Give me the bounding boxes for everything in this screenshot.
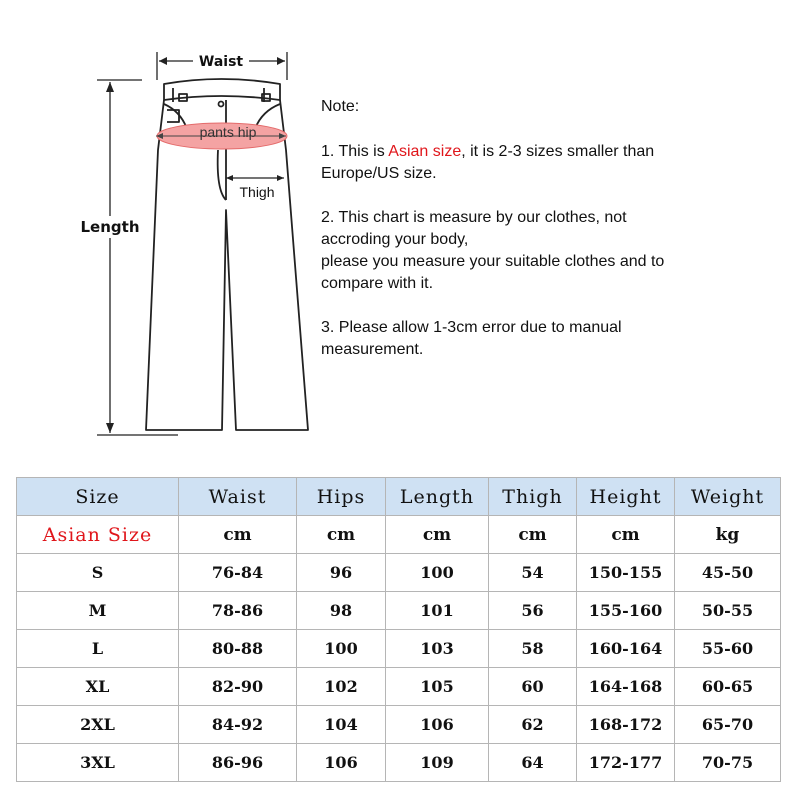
table-cell: 105 [386, 668, 489, 706]
table-cell: 102 [297, 668, 386, 706]
table-cell: 168-172 [577, 706, 675, 744]
thigh-arrow-right-icon [277, 175, 284, 181]
table-cell: 98 [297, 592, 386, 630]
header-thigh: Thigh [489, 478, 577, 516]
header-height: Height [577, 478, 675, 516]
table-cell: 58 [489, 630, 577, 668]
table-cell: 106 [386, 706, 489, 744]
table-cell: 160-164 [577, 630, 675, 668]
note-2-line-1: 2. This chart is measure by our clothes, not [321, 209, 627, 226]
table-cell: 101 [386, 592, 489, 630]
length-arrow-up-icon [106, 82, 114, 92]
note-3-line-2: measurement. [321, 341, 424, 358]
unit-cell: cm [297, 516, 386, 554]
length-label: Length [80, 218, 140, 236]
table-header-row [17, 478, 781, 516]
table-cell: 78-86 [179, 592, 297, 630]
size-cell: 3XL [17, 744, 179, 782]
table-cell: 76-84 [179, 554, 297, 592]
table-cell: 109 [386, 744, 489, 782]
note-2-line-4: compare with it. [321, 275, 434, 292]
note-1-prefix: 1. This is [321, 143, 389, 160]
table-row [17, 630, 781, 668]
table-cell: 100 [386, 554, 489, 592]
note-heading: Note: [321, 98, 360, 115]
table-cell: 100 [297, 630, 386, 668]
note-3-line-1: 3. Please allow 1-3cm error due to manual [321, 319, 622, 336]
table-cell: 155-160 [577, 592, 675, 630]
table-row [17, 592, 781, 630]
waist-label: Waist [198, 54, 244, 70]
table-cell: 50-55 [675, 592, 781, 630]
note-1-suffix: , it is 2-3 sizes smaller than [461, 143, 655, 160]
unit-cell: cm [489, 516, 577, 554]
note-1-line-2: Europe/US size. [321, 165, 437, 182]
header-waist: Waist [179, 478, 297, 516]
table-cell: 150-155 [577, 554, 675, 592]
table-cell: 60 [489, 668, 577, 706]
table-cell: 172-177 [577, 744, 675, 782]
unit-cell: cm [577, 516, 675, 554]
header-length: Length [386, 478, 489, 516]
length-arrow-down-icon [106, 423, 114, 433]
unit-cell: cm [179, 516, 297, 554]
thigh-arrow-left-icon [226, 175, 233, 181]
table-cell: 84-92 [179, 706, 297, 744]
table-cell: 60-65 [675, 668, 781, 706]
units-row [17, 516, 781, 554]
asian-size-label: Asian Size [17, 516, 179, 554]
size-cell: S [17, 554, 179, 592]
table-cell: 54 [489, 554, 577, 592]
table-cell: 64 [489, 744, 577, 782]
header-weight: Weight [675, 478, 781, 516]
table-cell: 55-60 [675, 630, 781, 668]
size-chart-table [16, 477, 781, 782]
waist-arrow-left-icon [159, 57, 167, 65]
note-1-line-1 [321, 141, 654, 163]
pants-diagram [60, 40, 320, 450]
table-cell: 106 [297, 744, 386, 782]
table-cell: 70-75 [675, 744, 781, 782]
size-cell: XL [17, 668, 179, 706]
size-cell: 2XL [17, 706, 179, 744]
table-row [17, 554, 781, 592]
header-size: Size [17, 478, 179, 516]
table-cell: 103 [386, 630, 489, 668]
table-cell: 45-50 [675, 554, 781, 592]
note-2-line-2: accroding your body, [321, 231, 469, 248]
thigh-label: Thigh [239, 184, 275, 200]
size-cell: M [17, 592, 179, 630]
table-cell: 80-88 [179, 630, 297, 668]
hip-label: pants hip [199, 124, 257, 140]
table-cell: 65-70 [675, 706, 781, 744]
header-hips: Hips [297, 478, 386, 516]
waist-arrow-right-icon [277, 57, 285, 65]
table-row [17, 744, 781, 782]
table-cell: 104 [297, 706, 386, 744]
table-cell: 62 [489, 706, 577, 744]
table-cell: 86-96 [179, 744, 297, 782]
table-cell: 164-168 [577, 668, 675, 706]
unit-cell: kg [675, 516, 781, 554]
table-cell: 56 [489, 592, 577, 630]
table-cell: 82-90 [179, 668, 297, 706]
table-cell: 96 [297, 554, 386, 592]
table-row [17, 706, 781, 744]
asian-size-highlight: Asian size [388, 143, 462, 160]
note-2-line-3: please you measure your suitable clothes and to [321, 253, 665, 270]
table-row [17, 668, 781, 706]
size-cell: L [17, 630, 179, 668]
unit-cell: cm [386, 516, 489, 554]
